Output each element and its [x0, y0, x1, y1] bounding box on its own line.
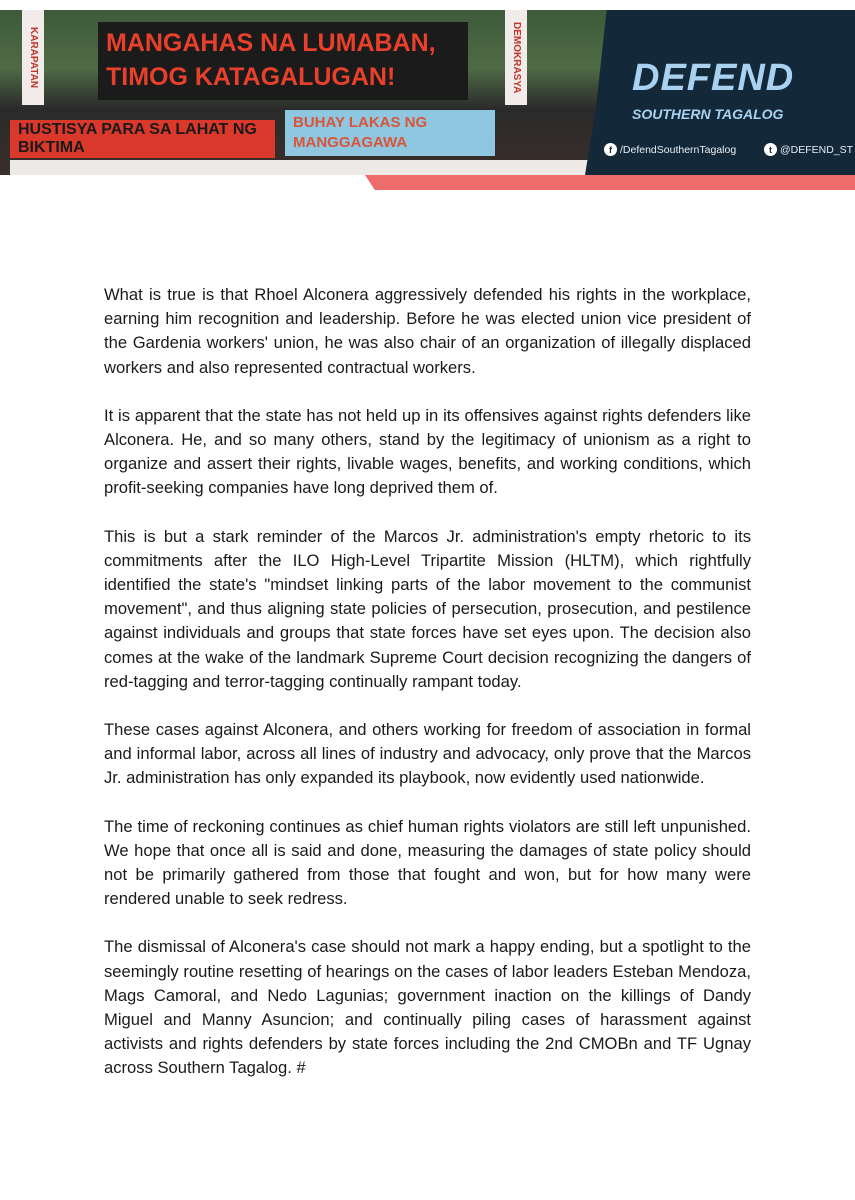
- main-banner-line1: MANGAHAS NA LUMABAN,: [106, 29, 436, 57]
- twitter-handle: @DEFEND_ST: [780, 143, 854, 156]
- paragraph: It is apparent that the state has not held up in its offensives against rights defenders like Alconera. He, and so many others, stand by the legitimacy of unionism as a right to organize and assert their rights, livable wages, benefits, and working conditions, which profit-seeking companies have long deprived them of.: [104, 405, 751, 498]
- main-banner-line2: TIMOG KATAGALUGAN!: [106, 63, 396, 91]
- accent-bar: [365, 175, 855, 190]
- red-banner: HUSTISYA PARA SA LAHAT NG BIKTIMA: [10, 120, 275, 158]
- blue-banner: BUHAY LAKAS NG MANGGAGAWA: [285, 110, 495, 156]
- vertical-banner-left: KARAPATAN: [22, 10, 44, 105]
- paragraph: The dismissal of Alconera's case should not mark a happy ending, but a spotlight to the seemingly routine resetting of hearings on the cases of labor leaders Esteban Mendoza, Mags Camoral, and Nedo Lagunias; government inaction on the killings of Dandy Miguel and Manny Asuncion; and continually piling cases of harassment against activists and rights defenders by state forces including the 2nd CMOBn and TF Ugnay across Southern Tagalog. #: [104, 937, 751, 1078]
- paragraph: These cases against Alconera, and others working for freedom of association in formal and informal labor, across all lines of industry and advocacy, only prove that the Marcos Jr. administration has only expanded its playbook, now evidently used nationwide.: [104, 720, 751, 788]
- facebook-icon: f: [604, 143, 617, 156]
- twitter-link: [764, 143, 853, 156]
- facebook-handle: /DefendSouthernTagalog: [620, 143, 737, 156]
- paragraph: This is but a stark reminder of the Marcos Jr. administration's empty rhetoric to its commitments after the ILO High-Level Tripartite Mission (HLTM), which rightfully identified the state's "mindset linking parts of the labor movement to the communist movement", and thus aligning state policies of persecution, prosecution, and pestilence against individuals and groups that state forces have set eyes upon. The decision also comes at the wake of the landmark Supreme Court decision recognizing the dangers of red-tagging and terror-tagging continually rampant today.: [104, 526, 751, 691]
- header-banner: [0, 10, 855, 175]
- vertical-banner-right: DEMOKRASYA: [505, 10, 527, 105]
- twitter-icon: t: [764, 143, 777, 156]
- facebook-link: [604, 143, 736, 156]
- statement-body: [104, 283, 751, 1105]
- logo-subtitle: SOUTHERN TAGALOG: [632, 106, 784, 122]
- paragraph: What is true is that Rhoel Alconera aggressively defended his rights in the workplace, earning him recognition and leadership. Before he was elected union vice president of the Gardenia workers' union, he was also chair of an organization of illegally displaced workers and also represented contractual workers.: [104, 285, 751, 377]
- logo-title: DEFEND: [632, 57, 795, 99]
- paragraph: The time of reckoning continues as chief human rights violators are still left unpunished. We hope that once all is said and done, measuring the damages of state policy should not be primarily gathered from those that fought and won, but for how many were rendered unable to seek redress.: [104, 816, 751, 909]
- white-banner: [10, 160, 600, 175]
- protest-photo: [0, 10, 610, 175]
- main-protest-banner: [98, 22, 468, 100]
